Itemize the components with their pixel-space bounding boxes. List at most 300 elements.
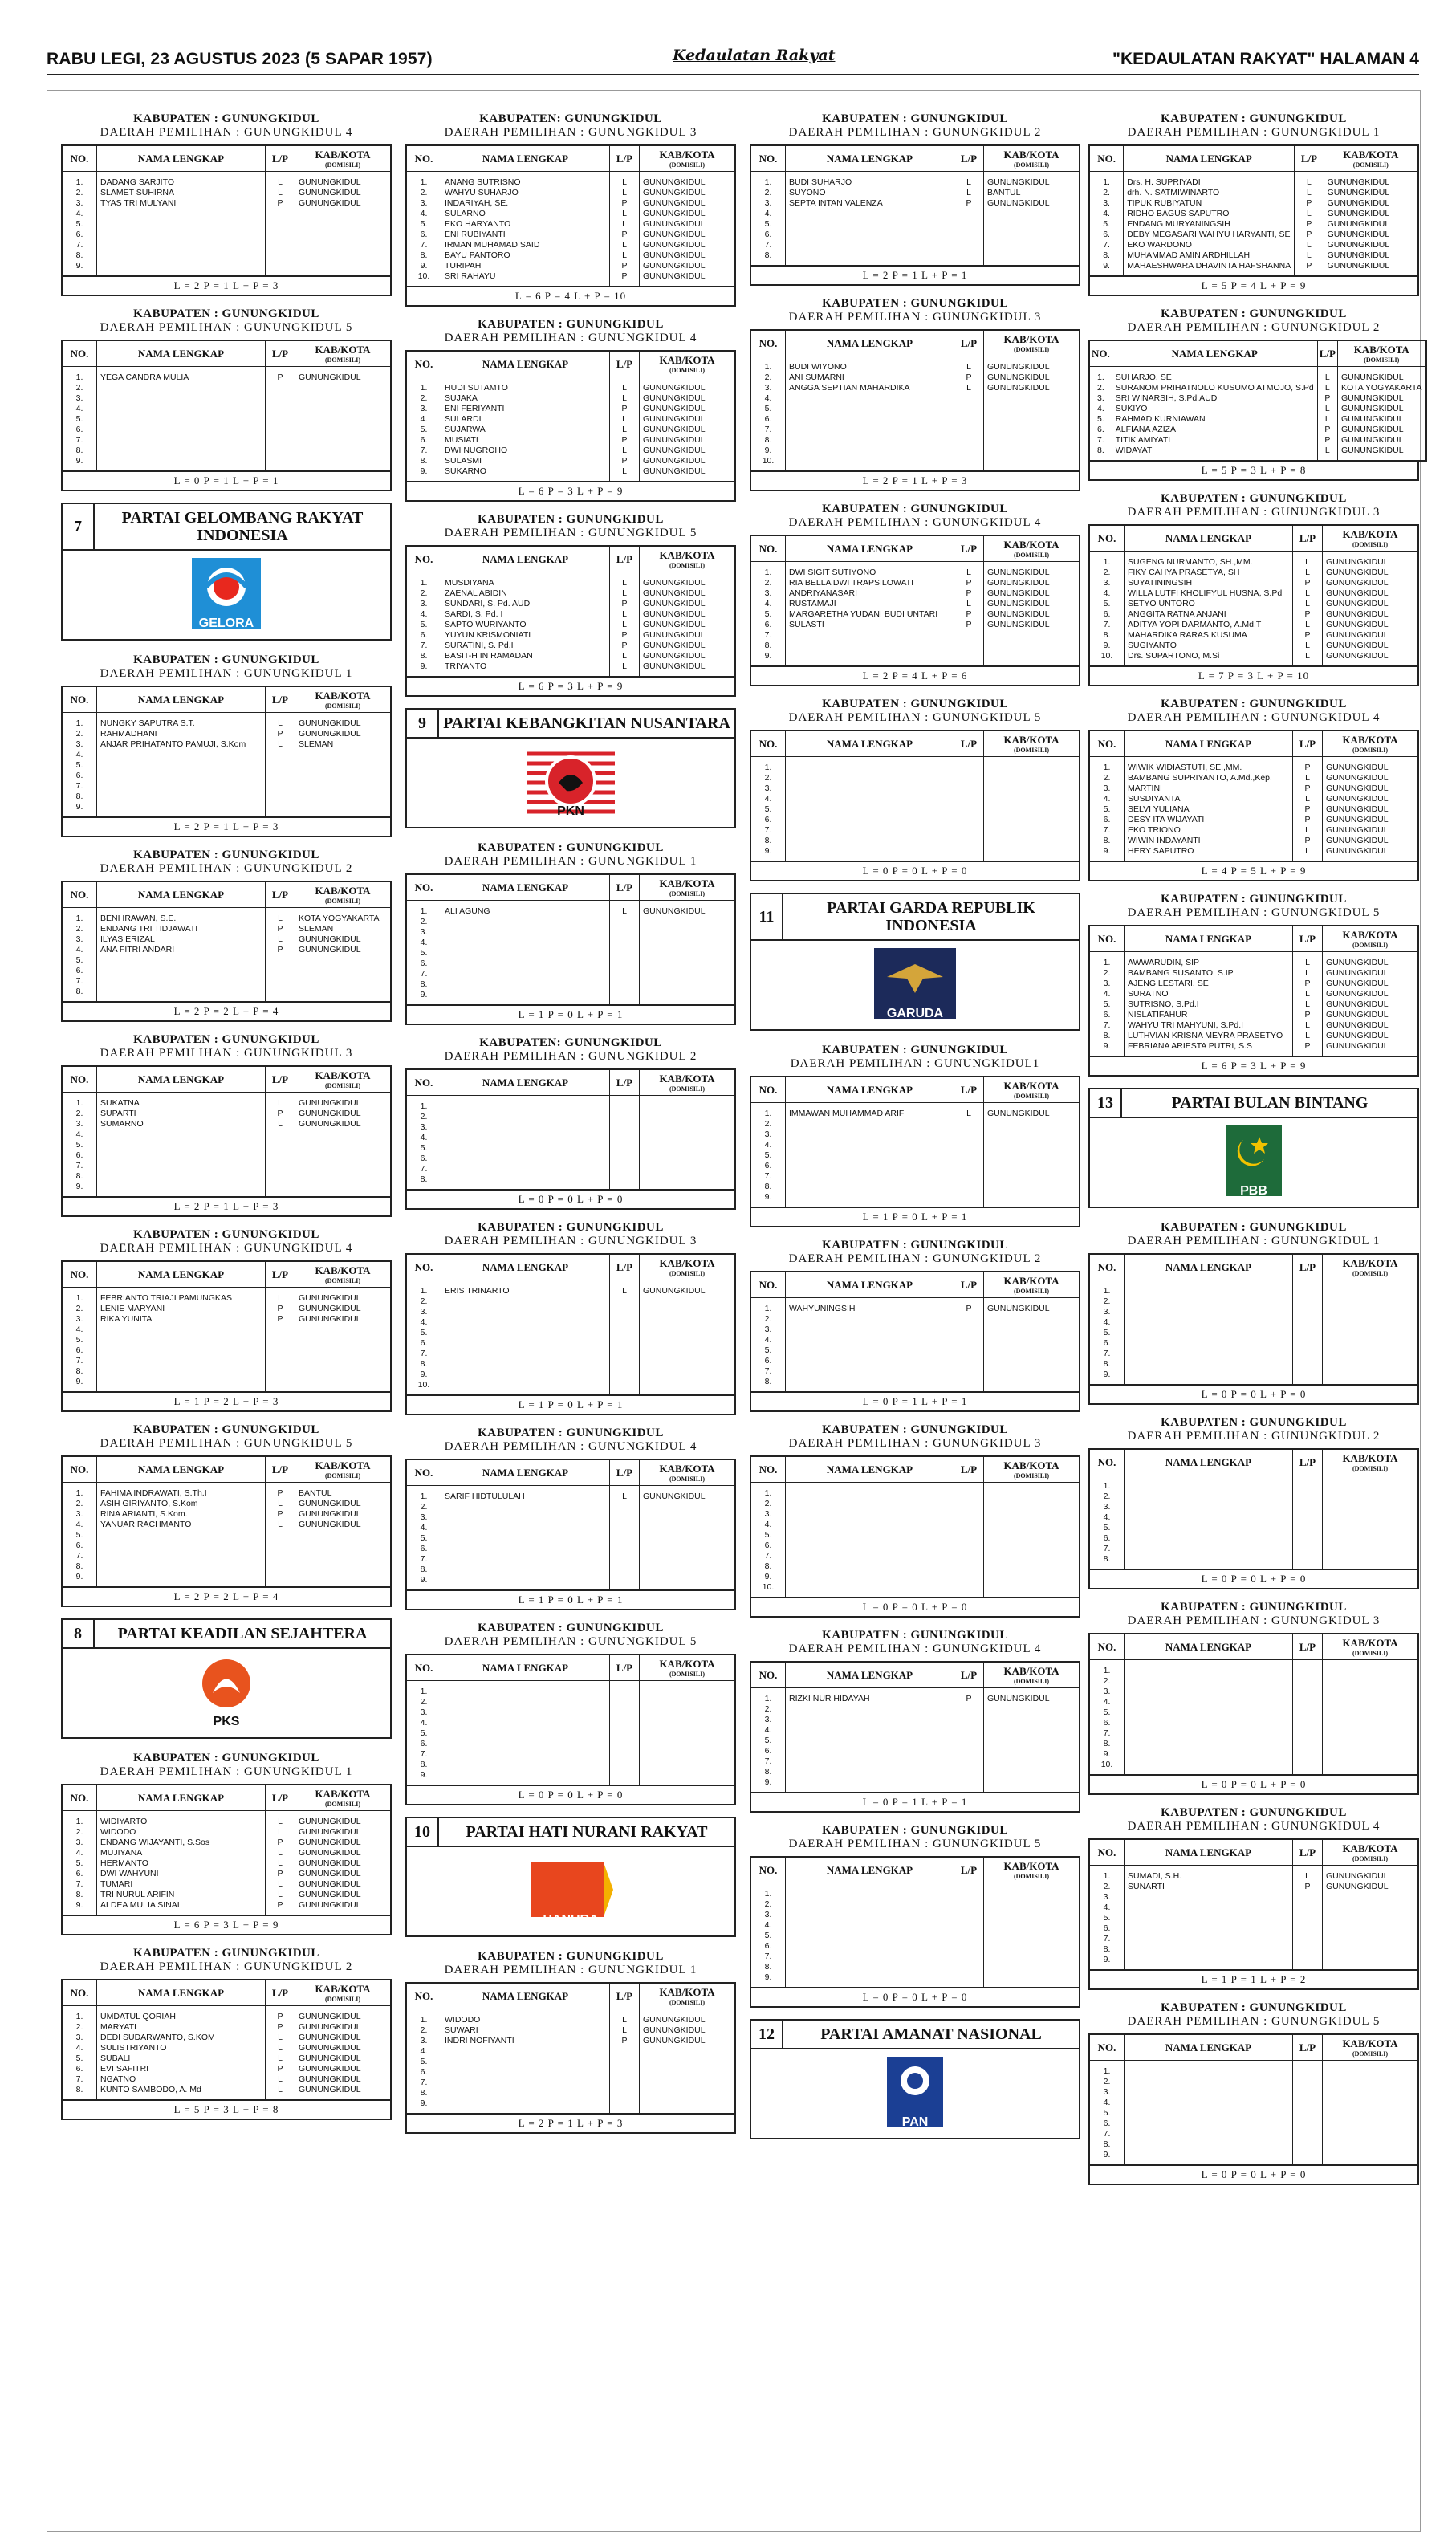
candidate-gender [1293, 1686, 1323, 1696]
candidate-gender [954, 455, 984, 466]
candidate-domicile: GUNUNGKIDUL [295, 372, 392, 382]
row-number: 3. [750, 1129, 786, 1139]
party-box [61, 503, 392, 641]
table-row [750, 1919, 1080, 1930]
table-row [750, 577, 1080, 588]
candidate-gender: P [954, 588, 984, 598]
dapil-title: DAERAH PEMILIHAN : GUNUNGKIDUL 5 [1127, 2015, 1381, 2028]
candidate-name [441, 2056, 610, 2066]
candidate-name [441, 916, 610, 926]
row-number: 2. [1089, 1881, 1125, 1891]
candidate-gender: L [954, 361, 984, 372]
table-row [406, 1369, 735, 1379]
row-number: 7. [62, 239, 97, 250]
gender-summary: L = 2 P = 1 L + P = 3 [750, 472, 1080, 491]
candidate-domicile [1323, 2107, 1419, 2118]
row-number: 2. [1089, 1491, 1125, 1501]
candidate-gender: P [954, 372, 984, 382]
col-header-domisili: (DOMISILI) [324, 1082, 360, 1089]
table-row [406, 1358, 735, 1369]
row-number: 8. [62, 986, 97, 996]
table-row [62, 434, 391, 445]
row-number: 9. [62, 260, 97, 271]
candidate-gender [954, 1376, 984, 1386]
row-number: 7. [406, 239, 441, 250]
table-row [750, 1735, 1080, 1745]
row-number: 2. [62, 1303, 97, 1313]
party-logo-subtext: PARTAI [906, 1024, 924, 1029]
row-number: 3. [1089, 393, 1112, 403]
candidate-name: ENI RUBIYANTI [441, 229, 610, 239]
candidate-gender: P [1293, 629, 1323, 640]
kabupaten-title: KABUPATEN : GUNUNGKIDUL [478, 1221, 664, 1234]
row-number: 3. [1089, 197, 1124, 208]
kabupaten-title: KABUPATEN : GUNUNGKIDUL [1161, 2001, 1347, 2014]
candidate-domicile [640, 2066, 736, 2077]
row-number: 1. [1089, 372, 1112, 382]
candidate-name [786, 1745, 954, 1756]
candidate-table [405, 1654, 736, 1786]
candidate-domicile [1323, 1543, 1419, 1553]
col-header-kab-label: KAB/KOTA [1342, 1842, 1398, 1854]
row-number: 5. [750, 1930, 786, 1940]
gender-summary: L = 1 P = 1 L + P = 2 [1088, 1971, 1419, 1990]
table-row [1089, 1696, 1418, 1707]
col-header-kab [1323, 2034, 1419, 2061]
row-number: 6. [750, 229, 786, 239]
candidate-domicile [640, 1121, 736, 1132]
col-header-lp: L/P [610, 1655, 640, 1681]
candidate-name: SRI RAHAYU [441, 271, 610, 281]
row-number: 3. [750, 1909, 786, 1919]
candidate-gender: P [1293, 1009, 1323, 1020]
table-row [1089, 1040, 1418, 1051]
candidate-table [61, 1455, 392, 1588]
row-number: 5. [406, 947, 441, 958]
col-header-lp: L/P [954, 535, 984, 562]
candidate-gender: L [266, 1816, 295, 1826]
candidate-domicile [984, 1756, 1080, 1766]
candidate-domicile [984, 629, 1080, 640]
col-header-no: NO. [750, 330, 786, 356]
candidate-table [750, 1856, 1080, 1988]
candidate-gender [954, 1940, 984, 1951]
kabupaten-title: KABUPATEN : GUNUNGKIDUL [133, 1033, 319, 1046]
table-row [62, 1376, 391, 1386]
candidate-domicile: GUNUNGKIDUL [640, 650, 736, 661]
candidate-name: WIDIYARTO [97, 1816, 266, 1826]
candidate-gender [610, 1111, 640, 1121]
col-header-no: NO. [750, 145, 786, 172]
candidate-domicile [640, 2098, 736, 2108]
col-header-domisili: (DOMISILI) [324, 1277, 360, 1284]
candidate-gender [610, 1574, 640, 1585]
candidate-domicile [640, 1379, 736, 1390]
row-number: 6. [1089, 1717, 1125, 1728]
table-row [406, 1296, 735, 1306]
candidate-gender [1293, 1728, 1323, 1738]
dapil-section [1088, 112, 1419, 296]
col-header-lp: L/P [610, 145, 640, 172]
candidate-gender: L [1293, 999, 1323, 1009]
candidate-name [786, 1313, 954, 1324]
candidate-gender [954, 1550, 984, 1561]
row-number: 6. [750, 1540, 786, 1550]
gender-summary: L = 0 P = 0 L + P = 0 [750, 862, 1080, 881]
candidate-name [441, 1501, 610, 1512]
table-row [1089, 978, 1418, 988]
table-row [62, 445, 391, 455]
candidate-name [1125, 1912, 1293, 1923]
candidate-name [1125, 1954, 1293, 1964]
kabupaten-title: KABUPATEN : GUNUNGKIDUL [133, 653, 319, 666]
candidate-domicile: GUNUNGKIDUL [1323, 762, 1419, 772]
table-row [1089, 772, 1418, 783]
table-row [406, 2045, 735, 2056]
row-number: 6. [750, 619, 786, 629]
col-header-lp: L/P [1293, 1254, 1323, 1280]
table-row [1089, 434, 1426, 445]
gender-summary: L = 0 P = 1 L + P = 1 [750, 1393, 1080, 1412]
table-row [406, 208, 735, 218]
candidate-gender: P [1317, 434, 1337, 445]
candidate-domicile [1323, 1686, 1419, 1696]
row-number: 4. [406, 937, 441, 947]
candidate-gender [1293, 1327, 1323, 1337]
candidate-gender [1293, 1891, 1323, 1902]
candidate-domicile [984, 1345, 1080, 1355]
row-number: 5. [406, 1728, 441, 1738]
col-header-domisili: (DOMISILI) [324, 702, 360, 710]
table-row [62, 218, 391, 229]
table-row [62, 934, 391, 944]
col-header-lp: L/P [954, 1077, 984, 1103]
candidate-name: SEPTA INTAN VALENZA [786, 197, 954, 208]
table-row [750, 1108, 1080, 1118]
col-header-domisili: (DOMISILI) [669, 1999, 705, 2006]
col-header-domisili: (DOMISILI) [669, 367, 705, 374]
row-number: 5. [406, 218, 441, 229]
table-row [62, 1858, 391, 1868]
candidate-domicile: GUNUNGKIDUL [1324, 250, 1418, 260]
candidate-domicile: GUNUNGKIDUL [295, 1899, 392, 1910]
candidate-gender [954, 1972, 984, 1982]
col-header-kab [1324, 145, 1418, 172]
col-header-kab [640, 1069, 736, 1096]
table-row [406, 1501, 735, 1512]
table-row [406, 1285, 735, 1296]
candidate-domicile: GUNUNGKIDUL [1323, 967, 1419, 978]
candidate-domicile [1323, 1891, 1419, 1902]
table-row [1089, 1348, 1418, 1358]
col-header-lp: L/P [954, 1662, 984, 1688]
col-header-no: NO. [1089, 145, 1124, 172]
candidate-name [441, 1748, 610, 1759]
candidate-gender [610, 1369, 640, 1379]
candidate-gender [954, 1129, 984, 1139]
candidate-domicile: GUNUNGKIDUL [295, 2011, 392, 2021]
candidate-table [1088, 2033, 1419, 2166]
candidate-name [441, 926, 610, 937]
col-header-lp: L/P [1293, 1449, 1323, 1475]
col-header-lp: L/P [1293, 926, 1323, 952]
row-number: 3. [406, 1306, 441, 1317]
row-number: 5. [1089, 2107, 1125, 2118]
candidate-domicile [295, 239, 392, 250]
candidate-table [1088, 340, 1427, 462]
candidate-name: HERY SAPUTRO [1125, 845, 1293, 856]
candidate-gender: P [1293, 835, 1323, 845]
col-header-nama: NAMA LENGKAP [1124, 145, 1295, 172]
table-row [750, 1508, 1080, 1519]
table-row [750, 361, 1080, 372]
row-number: 1. [1089, 1285, 1125, 1296]
candidate-gender [610, 1348, 640, 1358]
candidate-name: WIWIN INDAYANTI [1125, 835, 1293, 845]
candidate-name [97, 1540, 266, 1550]
candidate-name [786, 1919, 954, 1930]
table-row [1089, 567, 1418, 577]
party-logo [1090, 1118, 1417, 1207]
row-number: 9. [1089, 1954, 1125, 1964]
row-number: 8. [750, 1961, 786, 1972]
party-logo [751, 941, 1079, 1029]
candidate-domicile: GUNUNGKIDUL [640, 577, 736, 588]
candidate-domicile [1323, 1675, 1419, 1686]
candidate-table [750, 144, 1080, 267]
col-header-nama: NAMA LENGKAP [1125, 1254, 1293, 1280]
candidate-name: MARGARETHA YUDANI BUDI UNTARI [786, 609, 954, 619]
table-row [406, 640, 735, 650]
candidate-domicile: GUNUNGKIDUL [295, 187, 392, 197]
row-number: 6. [62, 1150, 97, 1160]
row-number: 8. [406, 650, 441, 661]
candidate-name [786, 1561, 954, 1571]
candidate-gender [610, 2087, 640, 2098]
table-row [750, 208, 1080, 218]
table-row [1089, 1553, 1418, 1564]
party-logo-text: PKN [557, 804, 584, 818]
col-header-kab-label: KAB/KOTA [1342, 1257, 1398, 1269]
party-logo-text: PAN [901, 2115, 929, 2129]
table-row [1089, 2097, 1418, 2107]
table-row [62, 975, 391, 986]
candidate-domicile: GUNUNGKIDUL [640, 208, 736, 218]
col-header-kab-label: KAB/KOTA [1003, 539, 1059, 551]
candidate-name [786, 1150, 954, 1160]
row-number: 3. [750, 197, 786, 208]
row-number: 9. [1089, 640, 1125, 650]
candidate-domicile [1323, 1358, 1419, 1369]
table-row [406, 2056, 735, 2066]
candidate-name: ANGGITA RATNA ANJANI [1125, 609, 1293, 619]
row-number: 1. [1089, 177, 1124, 187]
candidate-name [1125, 1707, 1293, 1717]
candidate-name [97, 208, 266, 218]
col-header-kab [295, 340, 392, 367]
table-row [62, 1837, 391, 1847]
row-number: 2. [406, 1296, 441, 1306]
col-header-lp: L/P [954, 731, 984, 757]
candidate-domicile: GUNUNGKIDUL [295, 2032, 392, 2042]
candidate-domicile: GUNUNGKIDUL [640, 455, 736, 466]
col-header-kab-label: KAB/KOTA [1342, 929, 1398, 941]
candidate-gender [1293, 1337, 1323, 1348]
candidate-gender: L [1295, 177, 1324, 187]
candidate-domicile [984, 804, 1080, 814]
candidate-gender: P [266, 1313, 295, 1324]
candidate-gender: P [1293, 978, 1323, 988]
candidate-domicile: GUNUNGKIDUL [640, 239, 736, 250]
table-row [406, 2066, 735, 2077]
col-header-lp: L/P [1293, 2034, 1323, 2061]
row-number: 2. [1089, 187, 1124, 197]
col-header-kab [640, 1983, 736, 2009]
table-row [62, 1540, 391, 1550]
gender-summary: L = 0 P = 1 L + P = 1 [61, 472, 392, 491]
candidate-domicile [1323, 1912, 1419, 1923]
table-row [406, 588, 735, 598]
candidate-name [97, 759, 266, 770]
table-row [750, 424, 1080, 434]
col-header-kab-label: KAB/KOTA [1003, 1275, 1059, 1287]
candidate-gender: P [1293, 814, 1323, 824]
col-header-kab-label: KAB/KOTA [1342, 1637, 1398, 1649]
candidate-gender: P [266, 1108, 295, 1118]
candidate-gender [610, 1696, 640, 1707]
table-row [750, 1129, 1080, 1139]
candidate-name: SULARNO [441, 208, 610, 218]
dapil-title: DAERAH PEMILIHAN : GUNUNGKIDUL 4 [1127, 1820, 1381, 1833]
candidate-gender [266, 780, 295, 791]
kabupaten-title: KABUPATEN : GUNUNGKIDUL [822, 698, 1008, 710]
gender-summary: L = 6 P = 3 L + P = 9 [61, 1916, 392, 1935]
candidate-name [1125, 2128, 1293, 2139]
table-row [406, 609, 735, 619]
candidate-domicile [1323, 1317, 1419, 1327]
table-row [62, 1129, 391, 1139]
candidate-name: SETYO UNTORO [1125, 598, 1293, 609]
candidate-name [441, 1111, 610, 1121]
col-header-nama: NAMA LENGKAP [441, 351, 610, 377]
candidate-gender: P [1295, 218, 1324, 229]
candidate-domicile [640, 1512, 736, 1522]
table-row [406, 989, 735, 999]
row-number: 5. [406, 1532, 441, 1543]
row-number: 3. [750, 1714, 786, 1724]
candidate-gender: P [954, 197, 984, 208]
table-row [750, 1899, 1080, 1909]
candidate-domicile: GUNUNGKIDUL [640, 2025, 736, 2035]
candidate-gender: L [266, 2053, 295, 2063]
page-header [47, 45, 1419, 75]
candidate-domicile: GUNUNGKIDUL [984, 382, 1080, 393]
table-row [750, 1366, 1080, 1376]
candidate-name [1125, 1891, 1293, 1902]
candidate-gender: L [266, 718, 295, 728]
candidate-gender [954, 1366, 984, 1376]
candidate-gender: L [266, 1847, 295, 1858]
candidate-domicile [295, 1376, 392, 1386]
candidate-gender: P [1295, 197, 1324, 208]
col-header-lp: L/P [1293, 1634, 1323, 1660]
row-number: 5. [406, 1142, 441, 1153]
candidate-name [441, 1358, 610, 1369]
candidate-gender [266, 1345, 295, 1355]
col-header-nama: NAMA LENGKAP [441, 546, 610, 572]
candidate-domicile [984, 229, 1080, 239]
col-header-kab-label: KAB/KOTA [1343, 149, 1399, 161]
dapil-section [750, 1044, 1080, 1227]
candidate-gender [954, 1345, 984, 1355]
candidate-gender: L [1293, 650, 1323, 661]
candidate-name [786, 1508, 954, 1519]
candidate-name [97, 1129, 266, 1139]
table-row [406, 455, 735, 466]
table-row [62, 749, 391, 759]
candidate-gender [610, 1543, 640, 1553]
candidate-name [97, 1571, 266, 1581]
table-row [62, 1097, 391, 1108]
candidate-gender: P [266, 1868, 295, 1878]
candidate-domicile [295, 1571, 392, 1581]
dapil-section [405, 1221, 736, 1415]
row-number: 8. [750, 1181, 786, 1191]
candidate-gender: L [266, 1858, 295, 1868]
table-row [406, 1153, 735, 1163]
table-row [62, 986, 391, 996]
candidate-name [786, 445, 954, 455]
table-row [1089, 957, 1418, 967]
candidate-gender: L [1293, 1870, 1323, 1881]
row-number: 8. [62, 1366, 97, 1376]
table-row [750, 1888, 1080, 1899]
candidate-gender: L [266, 2074, 295, 2084]
table-row [406, 1317, 735, 1327]
row-number: 4. [1089, 403, 1112, 413]
table-row [62, 1170, 391, 1181]
candidate-gender: P [610, 455, 640, 466]
table-row [750, 1170, 1080, 1181]
party-box [405, 708, 736, 828]
candidate-domicile [984, 455, 1080, 466]
candidate-gender: P [1293, 783, 1323, 793]
dapil-section [750, 503, 1080, 686]
candidate-gender [954, 650, 984, 661]
row-number: 3. [1089, 1891, 1125, 1902]
candidate-gender [954, 1334, 984, 1345]
candidate-name [441, 2087, 610, 2098]
candidate-domicile: GUNUNGKIDUL [984, 598, 1080, 609]
candidate-domicile: GUNUNGKIDUL [295, 2053, 392, 2063]
candidate-name [441, 1153, 610, 1163]
candidate-table [61, 1979, 392, 2101]
dapil-title: DAERAH PEMILIHAN : GUNUNGKIDUL 2 [1127, 321, 1381, 334]
candidate-domicile [984, 1550, 1080, 1561]
party-logo [407, 739, 734, 827]
candidate-name [97, 250, 266, 260]
candidate-gender [954, 783, 984, 793]
col-header-kab-label: KAB/KOTA [315, 1264, 371, 1276]
col-header-nama: NAMA LENGKAP [1125, 731, 1293, 757]
gender-summary: L = 1 P = 0 L + P = 1 [405, 1006, 736, 1025]
row-number: 2. [1089, 567, 1125, 577]
candidate-name [97, 1334, 266, 1345]
row-number: 4. [62, 1519, 97, 1529]
col-header-kab [295, 1980, 392, 2006]
table-row [406, 2025, 735, 2035]
row-number: 3. [62, 1313, 97, 1324]
